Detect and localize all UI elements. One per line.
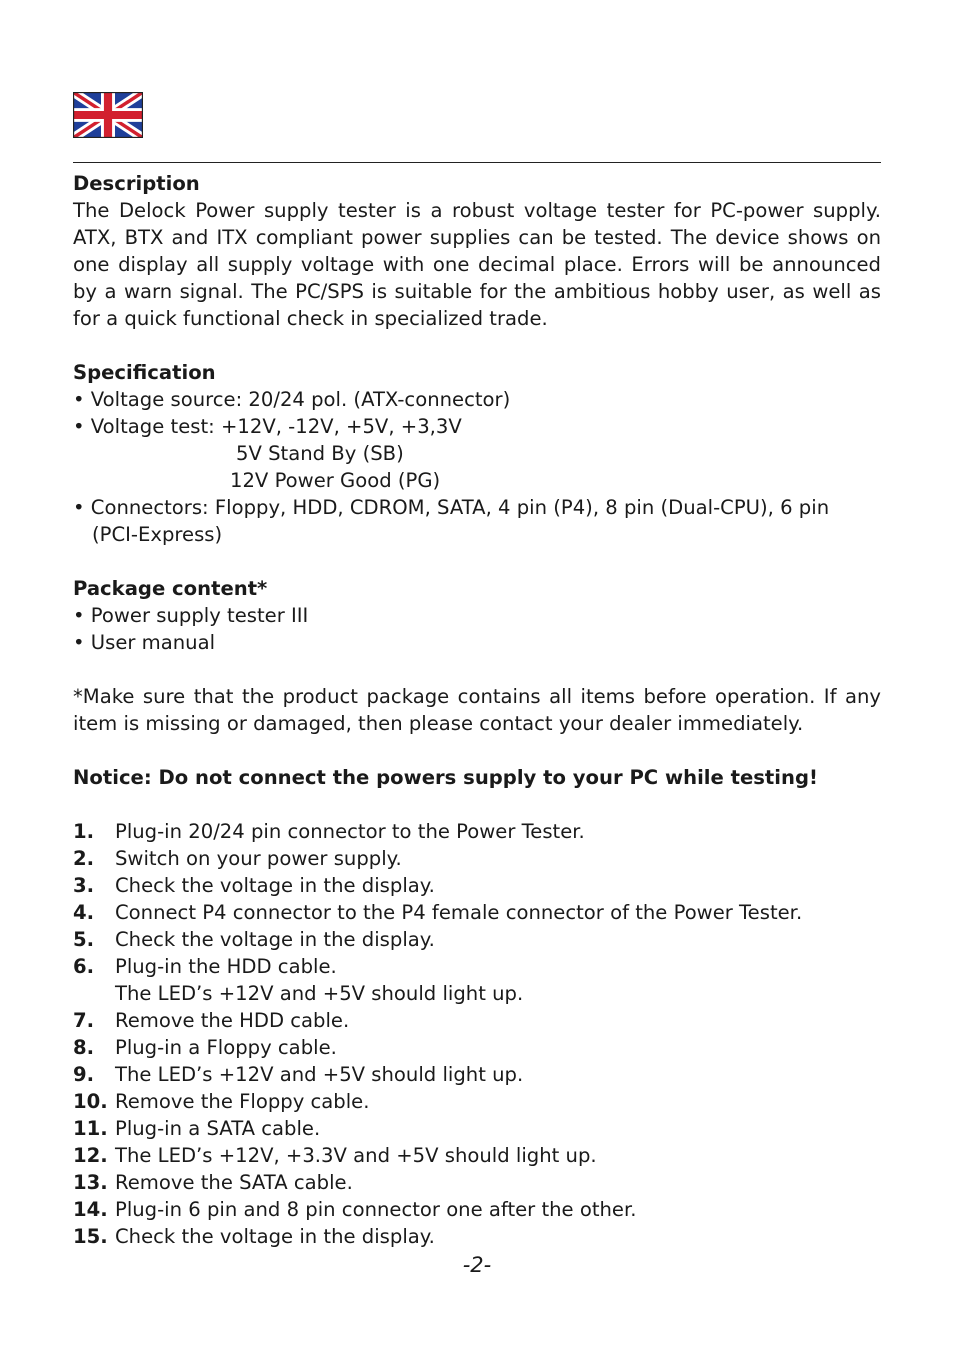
specification-heading: Specification [73, 361, 216, 384]
step-item: 14. Plug-in 6 pin and 8 pin connector one after the other. [73, 1198, 637, 1221]
step-item: 7. Remove the HDD cable. [73, 1009, 350, 1032]
step-item: 3. Check the voltage in the display. [73, 874, 435, 897]
spec-sub-power-good: 12V Power Good (PG) [230, 469, 441, 492]
step-item: 13. Remove the SATA cable. [73, 1171, 353, 1194]
notice-warning: Notice: Do not connect the powers supply to your PC while testing! [73, 766, 818, 789]
spec-bullet-voltage-test: • Voltage test: +12V, -12V, +5V, +3,3V [73, 415, 462, 438]
step-item: 4. Connect P4 connector to the P4 female connector of the Power Tester. [73, 901, 803, 924]
steps-list [73, 818, 881, 1250]
page-number: -2- [462, 1253, 492, 1277]
step-item: 8. Plug-in a Floppy cable. [73, 1036, 337, 1059]
step-item: 12. The LED’s +12V, +3.3V and +5V should light up. [73, 1144, 597, 1167]
manual-content [73, 170, 881, 1250]
step-item: 1. Plug-in 20/24 pin connector to the Power Tester. [73, 820, 585, 843]
description-body: The Delock Power supply tester is a robust voltage tester for PC-power supply. ATX, BTX and ITX compliant power supplies can be tested. The device shows on one display all supply voltage with one decimal place. Errors will be announced by a warn signal. The PC/SPS is suitable for the ambitious hobby user, as well as for a quick functional check in specialized trade. [73, 199, 881, 330]
step-item: 6. Plug-in the HDD cable. The LED’s +12V and +5V should light up. [73, 955, 524, 1005]
spec-bullet-connectors: • Connectors: Floppy, HDD, CDROM, SATA, 4 pin (P4), 8 pin (Dual-CPU), 6 pin (PCI-Express) [73, 496, 830, 546]
package-note: *Make sure that the product package contains all items before operation. If any item is missing or damaged, then please contact your dealer immediately. [73, 685, 881, 735]
description-heading: Description [73, 172, 200, 195]
spec-bullet-voltage-source: • Voltage source: 20/24 pol. (ATX-connector) [73, 388, 511, 411]
uk-flag-icon [73, 92, 143, 138]
step-item: 9. The LED’s +12V and +5V should light up. [73, 1063, 524, 1086]
package-item: • User manual [73, 631, 216, 654]
step-item: 11. Plug-in a SATA cable. [73, 1117, 321, 1140]
spec-sub-standby: 5V Stand By (SB) [236, 442, 404, 465]
header-divider [73, 162, 881, 163]
step-item: 10. Remove the Floppy cable. [73, 1090, 370, 1113]
step-item: 2. Switch on your power supply. [73, 847, 402, 870]
package-item: • Power supply tester III [73, 604, 309, 627]
step-item: 5. Check the voltage in the display. [73, 928, 435, 951]
package-heading: Package content* [73, 577, 268, 600]
step-item: 15. Check the voltage in the display. [73, 1225, 435, 1248]
